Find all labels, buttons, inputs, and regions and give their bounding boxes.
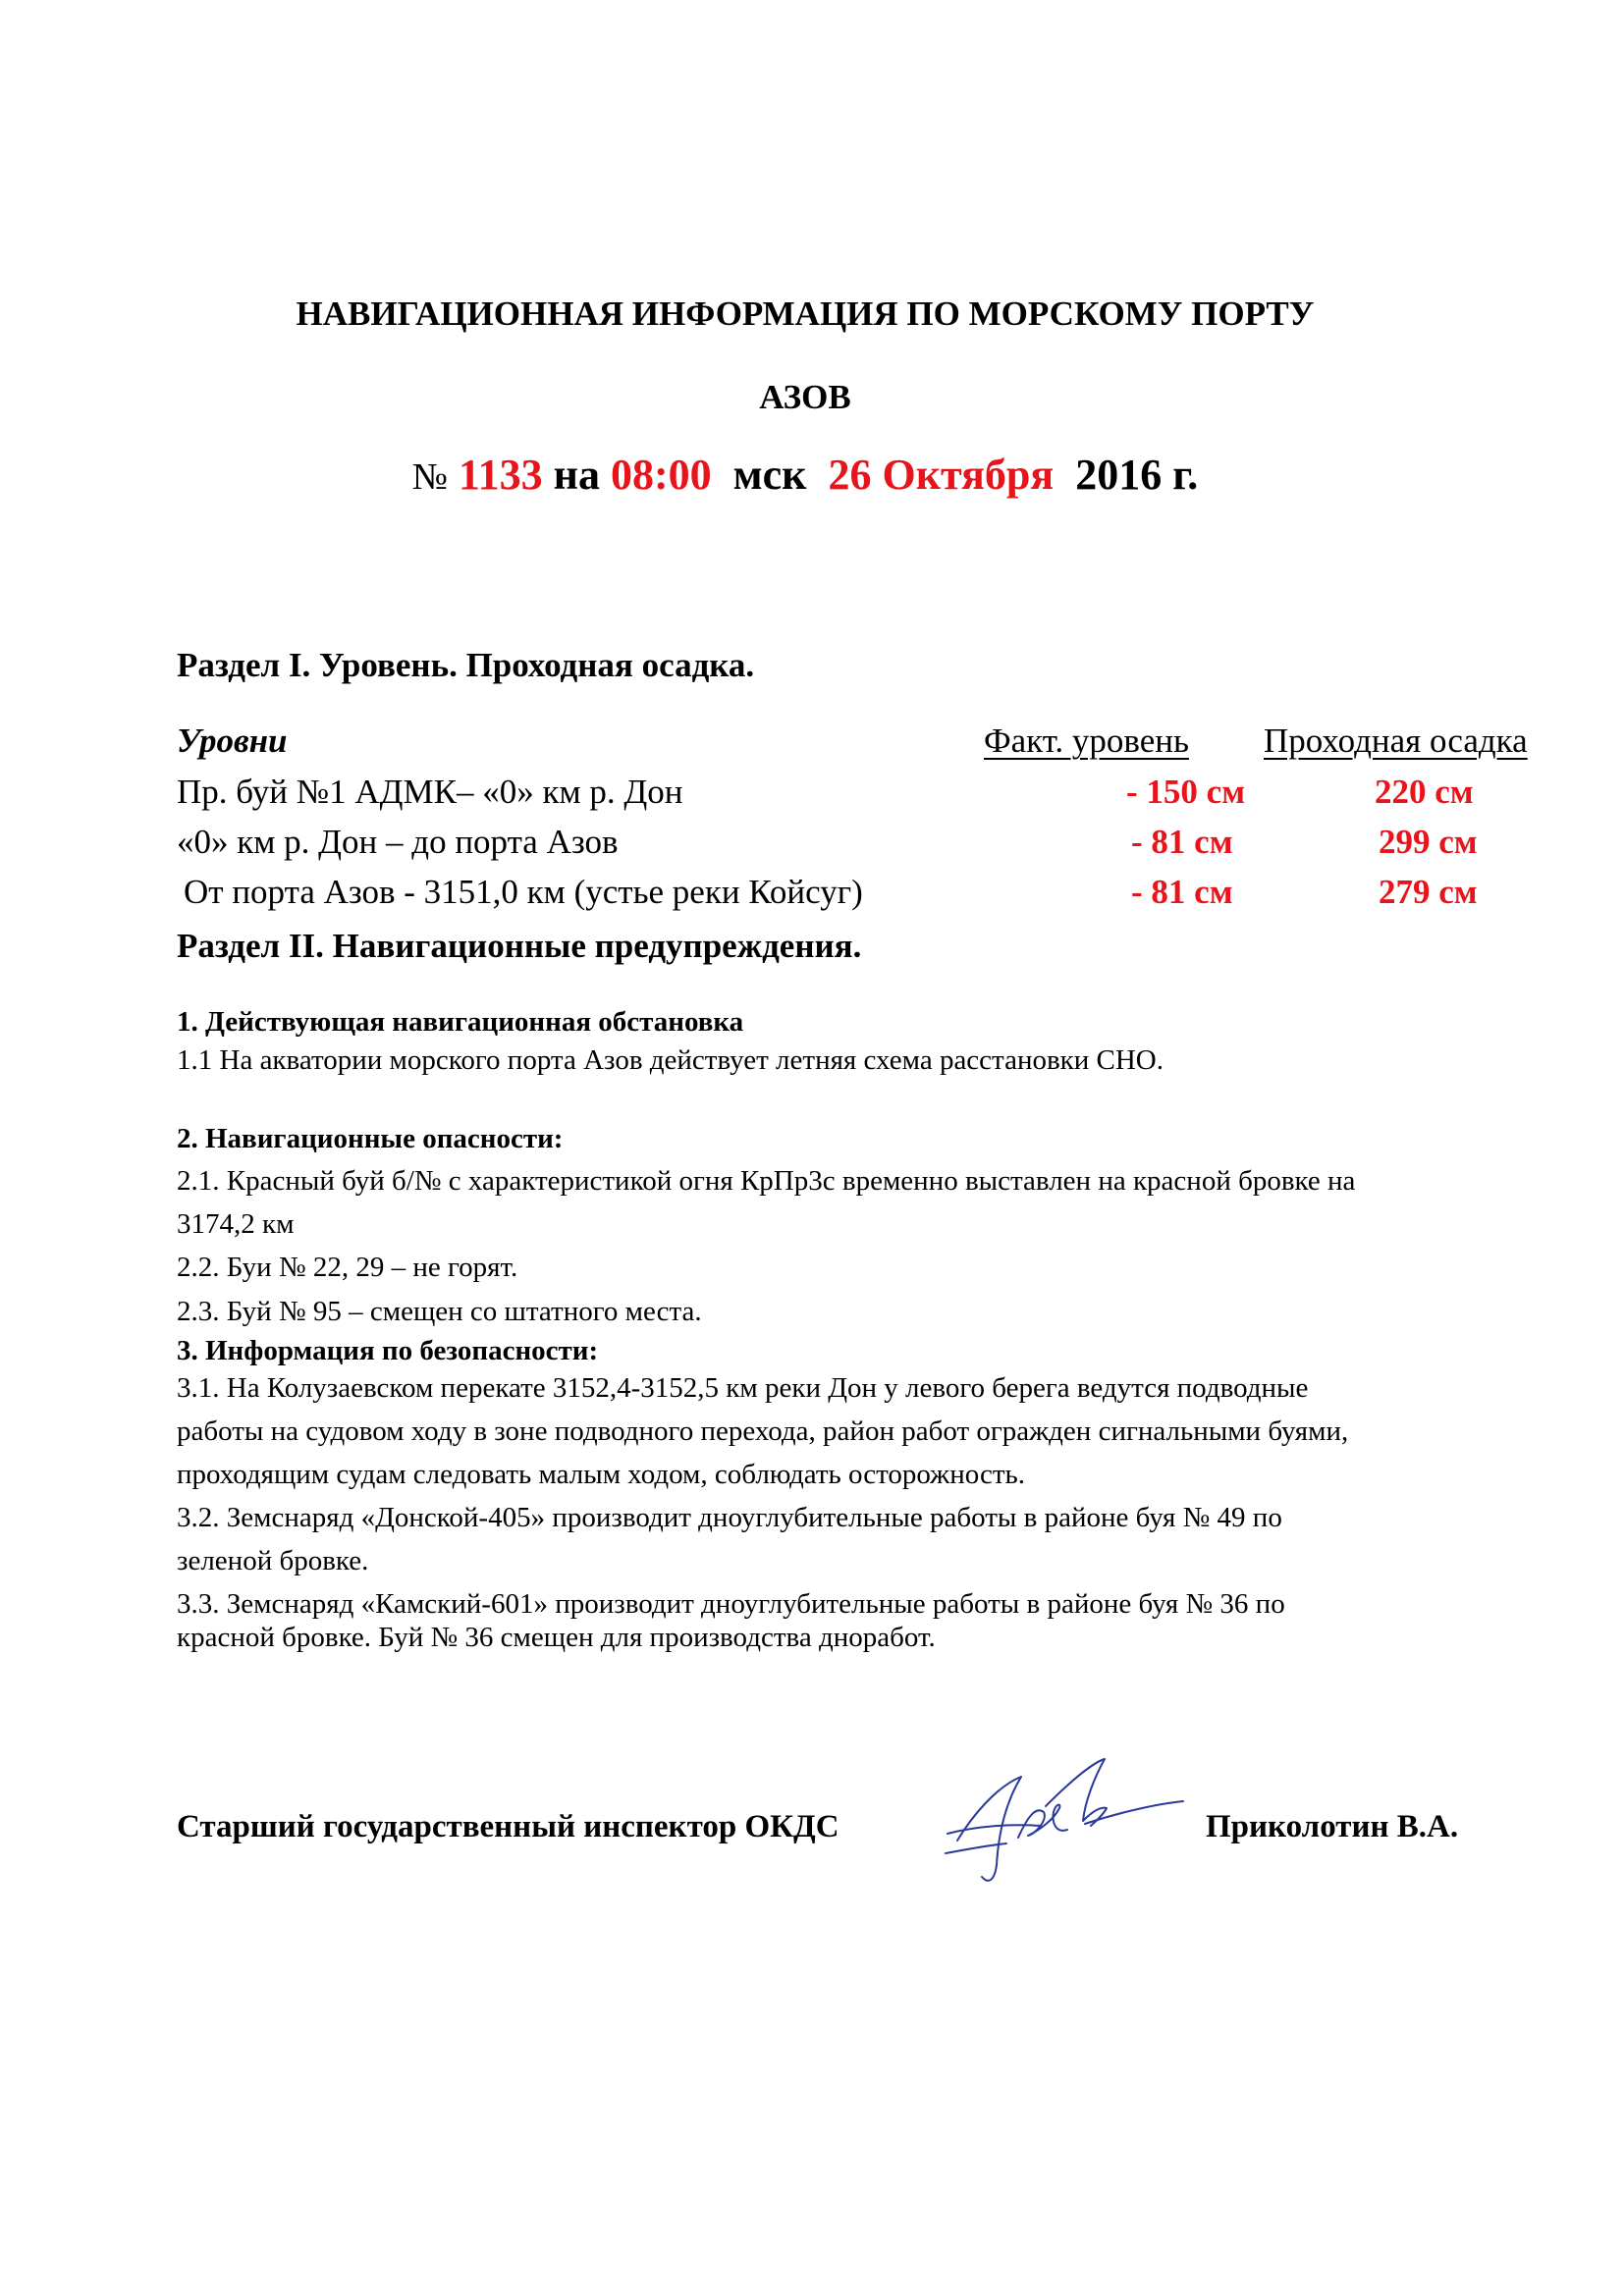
at-label: на (553, 451, 600, 499)
warning-item: зеленой бровке. (177, 1545, 369, 1576)
subsection-heading: 1. Действующая навигационная обстановка (177, 1006, 744, 1038)
warning-item: работы на судовом ходу в зоне подводного перехода, район работ огражден сигнальными буями, (177, 1415, 1349, 1447)
signatory-name: Приколотин В.А. (1206, 1809, 1459, 1844)
section1-heading: Раздел I. Уровень. Проходная осадка. (177, 646, 755, 684)
bulletin-year: 2016 г. (1075, 451, 1199, 499)
level-row-draft: 299 см (1379, 823, 1478, 861)
level-row-name: От порта Азов - 3151,0 км (устье реки Койсуг) (184, 873, 863, 911)
level-row-draft: 220 см (1375, 773, 1474, 811)
handwritten-signature (938, 1747, 1193, 1895)
col-fact-header: Факт. уровень (984, 721, 1189, 760)
warning-item: 2.3. Буй № 95 – смещен со штатного места. (177, 1296, 702, 1327)
bulletin-time: 08:00 (610, 451, 712, 499)
timezone-label: мск (732, 451, 807, 499)
warning-item: 3.3. Земснаряд «Камский-601» производит дноуглубительные работы в районе буя № 36 по (177, 1588, 1285, 1620)
section2-heading: Раздел II. Навигационные предупреждения. (177, 927, 862, 965)
warning-item: проходящим судам следовать малым ходом, соблюдать осторожность. (177, 1459, 1025, 1490)
bulletin-number: 1133 (459, 451, 543, 499)
subsection-heading: 2. Навигационные опасности: (177, 1123, 564, 1154)
warning-item: красной бровке. Буй № 36 смещен для производства дноработ. (177, 1622, 936, 1653)
warning-item: 1.1 На акватории морского порта Азов действует летняя схема расстановки СНО. (177, 1044, 1164, 1076)
doc-title-port: АЗОВ (759, 378, 851, 416)
level-row-fact: - 81 см (1131, 873, 1233, 911)
warning-item: 3.1. На Колузаевском перекате 3152,4-3152,5 км реки Дон у левого берега ведутся подводные (177, 1372, 1309, 1404)
col-levels-header: Уровни (177, 721, 288, 760)
col-draft-header: Проходная осадка (1264, 721, 1528, 760)
warning-item: 2.2. Буи № 22, 29 – не горят. (177, 1252, 518, 1283)
level-row-draft: 279 см (1379, 873, 1478, 911)
level-row-fact: - 81 см (1131, 823, 1233, 861)
warning-item: 2.1. Красный буй б/№ с характеристикой огня КрПр3с временно выставлен на красной бровке на (177, 1165, 1356, 1197)
warning-item: 3.2. Земснаряд «Донской-405» производит дноуглубительные работы в районе буя № 49 по (177, 1502, 1282, 1533)
signatory-position: Старший государственный инспектор ОКДС (177, 1809, 839, 1844)
doc-title-line1: НАВИГАЦИОННАЯ ИНФОРМАЦИЯ ПО МОРСКОМУ ПОРТУ (296, 294, 1315, 333)
subsection-heading: 3. Информация по безопасности: (177, 1335, 599, 1366)
bulletin-date: 26 Октября (828, 451, 1055, 499)
level-row-name: «0» км р. Дон – до порта Азов (177, 823, 619, 861)
warning-item: 3174,2 км (177, 1208, 295, 1240)
level-row-name: Пр. буй №1 АДМК– «0» км р. Дон (177, 773, 683, 811)
bulletin-number-line (0, 450, 1610, 500)
number-sign: № (411, 456, 449, 498)
level-row-fact: - 150 см (1126, 773, 1246, 811)
